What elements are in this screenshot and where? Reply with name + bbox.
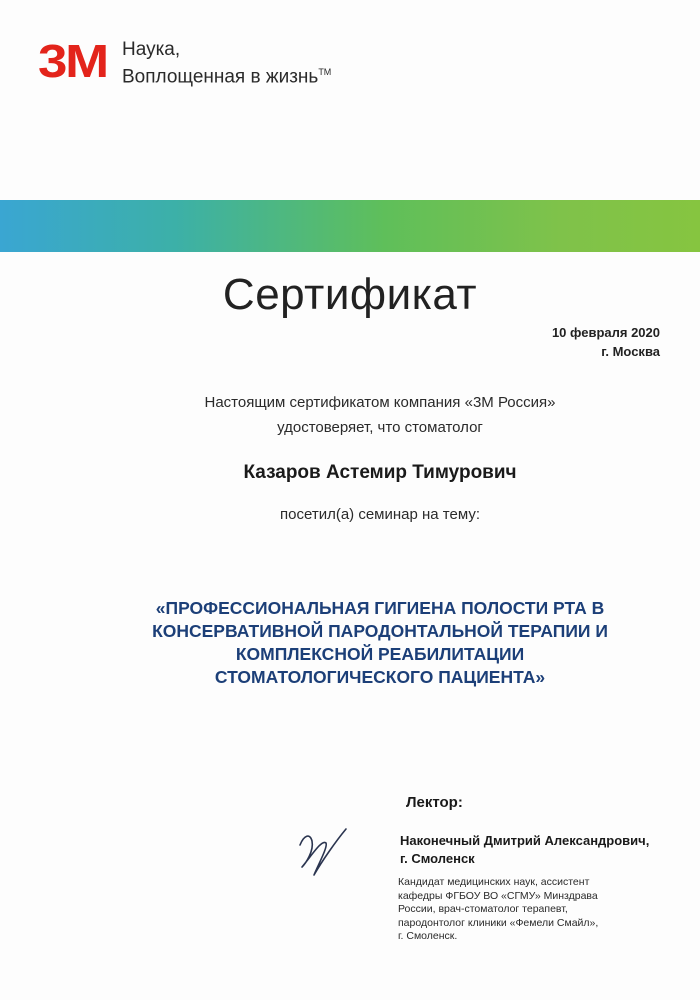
tagline-line-2: [122, 61, 331, 88]
intro-line-1: Настоящим сертификатом компания «3М Россия»: [204, 394, 556, 411]
bio-line-2: кафедры ФГБОУ ВО «СГМУ» Минздрава: [398, 889, 598, 902]
bio-line-3: России, врач-стоматолог терапевт,: [398, 903, 568, 915]
topic-line-1: «ПРОФЕССИОНАЛЬНАЯ ГИГИЕНА ПОЛОСТИ РТА В: [155, 598, 605, 618]
intro-text: [0, 390, 700, 440]
lector-city: г. Смоленск: [400, 851, 475, 866]
bio-line-1: Кандидат медицинских наук, ассистент: [398, 876, 590, 888]
topic-line-3: КОМПЛЕКСНОЙ РЕАБИЛИТАЦИИ: [235, 644, 525, 664]
signature-icon: [288, 815, 368, 885]
recipient-name: Казаров Астемир Тимурович: [243, 462, 517, 483]
issue-city: г. Москва: [601, 344, 660, 359]
lector-name-block: [400, 832, 649, 868]
bio-line-5: г. Смоленск.: [398, 930, 458, 942]
gradient-band: [0, 200, 700, 252]
issue-date: 10 февраля 2020: [551, 325, 660, 340]
bio-line-4: пародонтолог клиники «Фемели Смайл»,: [398, 916, 599, 929]
brand-tagline: [122, 38, 331, 88]
certificate-title: Сертификат: [222, 270, 478, 319]
lector-label: Лектор:: [406, 794, 463, 811]
tagline-line-2-text: Воплощенная в жизнь: [122, 66, 319, 88]
brand-logo: 3M: [38, 35, 107, 87]
seminar-topic: [100, 597, 660, 689]
lector-name: Наконечный Дмитрий Александрович,: [400, 833, 650, 848]
date-block: [552, 323, 660, 361]
attended-text: посетил(а) семинар на тему:: [280, 506, 480, 523]
lector-bio: [398, 876, 668, 944]
tagline-line-1: Наука,: [122, 39, 181, 60]
trademark-symbol: TM: [318, 67, 332, 77]
topic-line-2: КОНСЕРВАТИВНОЙ ПАРОДОНТАЛЬНОЙ ТЕРАПИИ И: [152, 621, 608, 641]
intro-line-2: удостоверяет, что стоматолог: [277, 419, 483, 436]
topic-line-4: СТОМАТОЛОГИЧЕСКОГО ПАЦИЕНТА»: [214, 667, 546, 687]
